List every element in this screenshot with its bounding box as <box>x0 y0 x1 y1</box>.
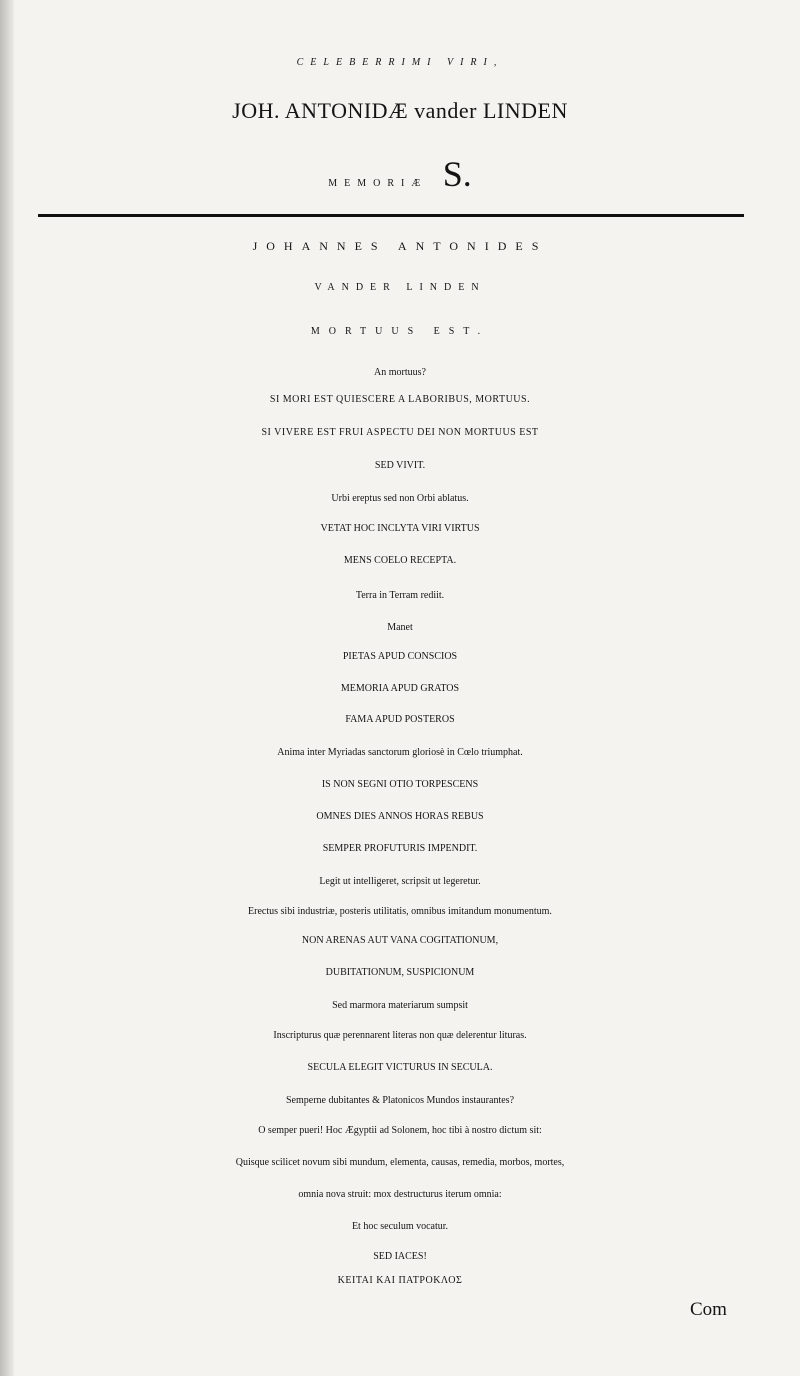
epitaph-line: OMNES DIES ANNOS HORAS REBUS <box>316 811 484 822</box>
epitaph-line: SECULA ELEGIT VICTURUS IN SECULA. <box>307 1062 493 1073</box>
epitaph-line: JOHANNES ANTONIDES <box>252 239 548 253</box>
dedication-line-1: CELEBERRIMI VIRI, <box>296 57 504 68</box>
epitaph-line: SI VIVERE EST FRUI ASPECTU DEI NON MORTUUS EST <box>261 427 539 438</box>
dedication-name: JOH. ANTONIDÆ vander LINDEN <box>232 98 568 123</box>
epitaph-line: MEMORIA APUD GRATOS <box>340 683 460 694</box>
sacrum-abbrev: S. <box>442 154 472 194</box>
epitaph-line: VETAT HOC INCLYTA VIRI VIRTUS <box>320 523 480 534</box>
epitaph-line: omnia nova struit: mox destructurus iterum omnia: <box>298 1189 502 1200</box>
epitaph-line: Legit ut intelligeret, scripsit ut legeretur. <box>319 876 481 887</box>
epitaph-line: Manet <box>387 622 413 633</box>
epitaph-line: VANDER LINDEN <box>314 282 486 293</box>
epitaph-line: Et hoc seculum vocatur. <box>351 1221 449 1232</box>
epitaph-line: ΚΕΙΤΑΙ ΚΑΙ ΠΑΤΡΟΚΛΟΣ <box>337 1275 463 1286</box>
epitaph-line: Sed marmora materiarum sumpsit <box>332 1000 468 1011</box>
epitaph-line: DUBITATIONUM, SUSPICIONUM <box>325 967 475 978</box>
epitaph-line: SEMPER PROFUTURIS IMPENDIT. <box>322 843 478 854</box>
epitaph-line: FAMA APUD POSTEROS <box>345 714 455 725</box>
epitaph-line: An mortuus? <box>374 367 426 378</box>
epitaph-line: SED IACES! <box>373 1251 427 1262</box>
epitaph-line: Urbi ereptus sed non Orbi ablatus. <box>331 493 469 504</box>
epitaph-line: Terra in Terram rediit. <box>355 590 445 601</box>
epitaph-line: PIETAS APUD CONSCIOS <box>342 651 458 662</box>
memoriae-word: MEMORIÆ <box>328 178 428 189</box>
epitaph-line: O semper pueri! Hoc Ægyptii ad Solonem, hoc tibi à nostro dictum sit: <box>258 1125 542 1136</box>
epitaph-line: Inscripturus quæ perennarent literas non quæ delerentur lituras. <box>273 1030 527 1041</box>
dedication-line-3 <box>0 156 800 192</box>
epitaph-line: MORTUUS EST. <box>310 326 490 337</box>
epitaph-line: IS NON SEGNI OTIO TORPESCENS <box>321 779 479 790</box>
horizontal-rule <box>38 214 744 217</box>
epitaph-line: SI MORI EST QUIESCERE A LABORIBUS, MORTUUS. <box>269 394 531 405</box>
epitaph-line: NON ARENAS AUT VANA COGITATIONUM, <box>301 935 499 946</box>
epitaph-line: Semperne dubitantes & Platonicos Mundos instaurantes? <box>285 1095 515 1106</box>
epitaph-line: SED VIVIT. <box>374 460 426 471</box>
epitaph-line: Anima inter Myriadas sanctorum gloriosè in Cœlo triumphat. <box>277 747 523 758</box>
epitaph-line: Erectus sibi industriæ, posteris utilitatis, omnibus imitandum monumentum. <box>248 906 552 917</box>
epitaph-line: Quisque scilicet novum sibi mundum, elementa, causas, remedia, morbos, mortes, <box>235 1157 565 1168</box>
catchword: Com <box>690 1299 727 1320</box>
epitaph-line: MENS COELO RECEPTA. <box>343 555 457 566</box>
